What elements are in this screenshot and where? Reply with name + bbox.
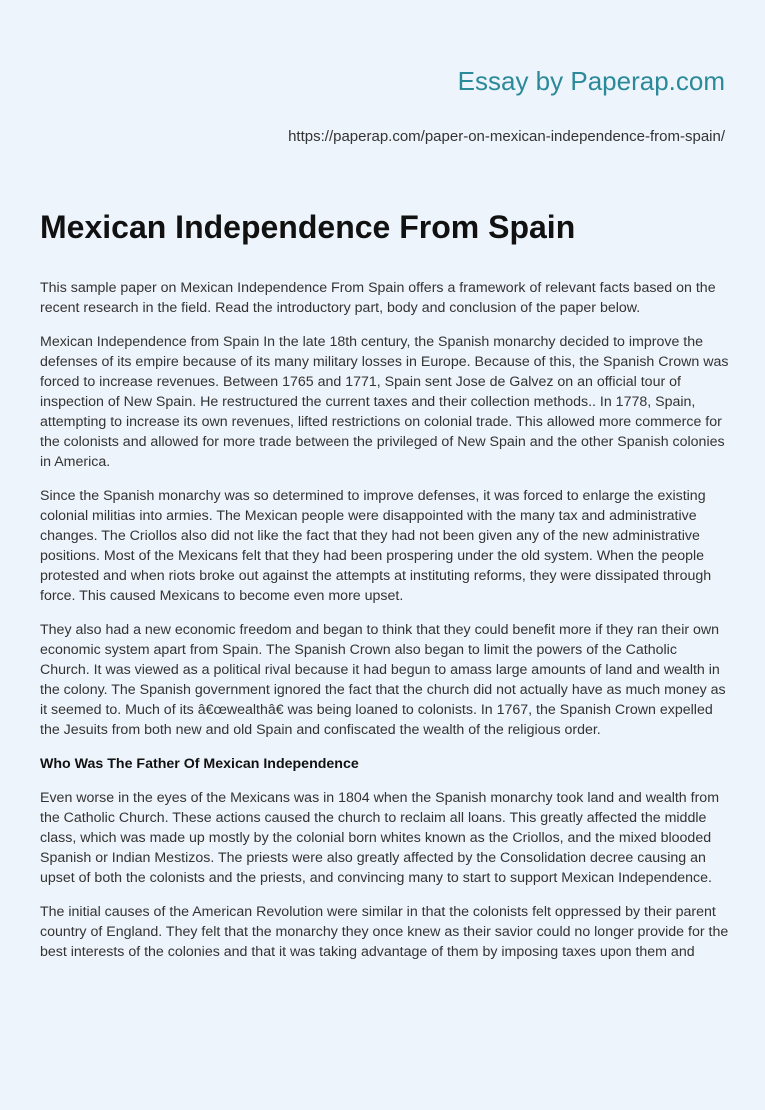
site-brand[interactable]: Essay by Paperap.com xyxy=(457,66,725,96)
body-paragraph: The initial causes of the American Revolution were similar in that the colonists felt oppressed by their parent country of England. They felt that the monarchy they once knew as their savior could no longer provide for the best interests of the colonies and that it was taking advantage of them by imposing taxes upon them and xyxy=(40,904,729,960)
body-paragraph: Since the Spanish monarchy was so determined to improve defenses, it was forced to enlarge the existing colonial militias into armies. The Mexican people were disappointed with the many tax and administrative changes. The Criollos also did not like the fact that they had not been given any of the new administrative positions. Most of the Mexicans felt that they had been prospering under the old system. When the people protested and when riots broke out against the attempts at instituting reforms, they were dissipated through force. This caused Mexicans to become even more upset. xyxy=(40,488,712,604)
body-paragraph: Mexican Independence from Spain In the late 18th century, the Spanish monarchy decided to improve the defenses of its empire because of its many military losses in Europe. Because of this, the Spanish Crown was forced to increase revenues. Between 1765 and 1771, Spain sent Jose de Galvez on an official tour of inspection of New Spain. He restructured the current taxes and their collection methods.. In 1778, Spain, attempting to increase its own revenues, lifted restrictions on colonial trade. This allowed more commerce for the colonists and allowed for more trade between the privileged of New Spain and the other Spanish colonies in America. xyxy=(40,334,729,470)
body-paragraph: Even worse in the eyes of the Mexicans was in 1804 when the Spanish monarchy took land and wealth from the Catholic Church. These actions caused the church to reclaim all loans. This greatly affected the middle class, which was made up mostly by the colonial born whites known as the Criollos, and the mixed blooded Spanish or Indian Mestizos. The priests were also greatly affected by the Consolidation decree causing an upset of both the colonists and the priests, and convincing many to start to support Mexican Independence. xyxy=(40,790,720,886)
section-heading: Who Was The Father Of Mexican Independence xyxy=(40,756,359,772)
intro-paragraph: This sample paper on Mexican Independence From Spain offers a framework of relevant facts based on the recent research in the field. Read the introductory part, body and conclusion of the paper below. xyxy=(40,280,716,316)
article-body xyxy=(40,278,730,976)
page-url[interactable]: https://paperap.com/paper-on-mexican-independence-from-spain/ xyxy=(288,128,725,145)
body-paragraph: They also had a new economic freedom and began to think that they could benefit more if they ran their own economic system apart from Spain. The Spanish Crown also began to limit the powers of the Catholic Church. It was viewed as a political rival because it had begun to amass large amounts of land and wealth in the colony. The Spanish government ignored the fact that the church did not actually have as much money as it seemed to. Much of its â€œwealthâ€ was being loaned to colonists. In 1767, the Spanish Crown expelled the Jesuits from both new and old Spain and confiscated the wealth of the religious order. xyxy=(40,622,726,738)
page-title: Mexican Independence From Spain xyxy=(40,209,576,245)
